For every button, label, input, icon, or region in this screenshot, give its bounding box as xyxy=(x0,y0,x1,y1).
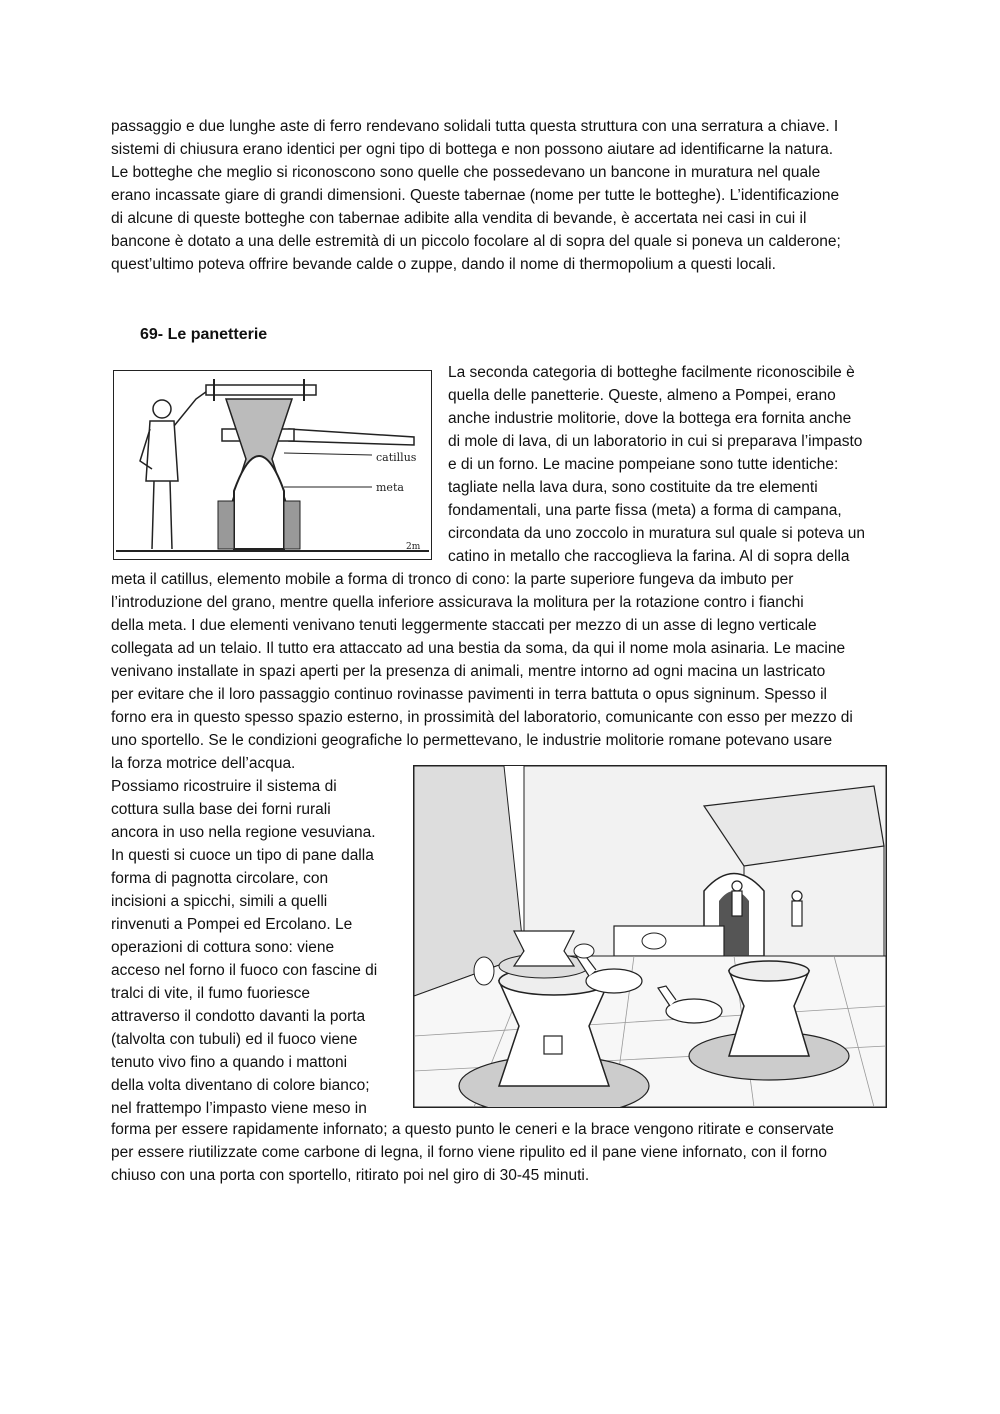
text-line: della volta diventano di colore bianco; xyxy=(111,1077,370,1094)
label-scale: 2m xyxy=(406,542,421,552)
text-line: In questi si cuoce un tipo di pane dalla xyxy=(111,847,374,864)
text-line: di mole di lava, di un laboratorio in cui si preparava l’impasto xyxy=(448,433,863,450)
text-line: tenuto vivo fino a quando i mattoni xyxy=(111,1054,348,1071)
text-line: incisioni a spicchi, simili a quelli xyxy=(111,893,328,910)
text-line: Le botteghe che meglio si riconoscono sono quelle che possedevano un bancone in muratura nel quale xyxy=(111,164,821,181)
text-line: Possiamo ricostruire il sistema di xyxy=(111,778,337,795)
mill-diagram-illustration xyxy=(114,371,431,559)
text-line: e di un forno. Le macine pompeiane sono tutte identiche: xyxy=(448,456,839,473)
text-line: quest’ultimo poteva offrire bevande calde o zuppe, dando il nome di thermopolium a questi locali. xyxy=(111,256,776,273)
text-line: catino in metallo che raccoglieva la farina. Al di sopra della xyxy=(448,548,850,565)
text-line: cottura sulla base dei forni rurali xyxy=(111,801,331,818)
text-line: nel frattempo l’impasto viene meso in xyxy=(111,1100,367,1117)
mill-diagram-figure xyxy=(113,370,432,560)
bakery-scene-figure xyxy=(413,765,887,1108)
text-line: erano incassate giare di grandi dimensioni. Queste tabernae (nome per tutte le botteghe). L’identificazione xyxy=(111,187,840,204)
text-line: per essere riutilizzate come carbone di legna, il forno viene ripulito ed il pane viene infornato, con il forno xyxy=(111,1144,827,1161)
text-line: di alcune di queste botteghe con tabernae adibite alla vendita di bevande, è accertata nei casi in cui il xyxy=(111,210,807,227)
text-line: meta il catillus, elemento mobile a forma di tronco di cono: la parte superiore fungeva da imbuto per xyxy=(111,571,794,588)
label-meta: meta xyxy=(376,481,404,494)
text-line: circondata da uno zoccolo in muratura sul quale si poteva un xyxy=(448,525,866,542)
text-line: venivano installate in spazi aperti per la presenza di animali, mentre intorno ad ogni macina un lastricato xyxy=(111,663,826,680)
section-heading: 69- Le panetterie xyxy=(140,326,268,343)
text-line: operazioni di cottura sono: viene xyxy=(111,939,335,956)
text-line: tagliate nella lava dura, sono costituite da tre elementi xyxy=(448,479,818,496)
text-line: quella delle panetterie. Queste, almeno a Pompei, erano xyxy=(448,387,836,404)
text-line: sistemi di chiusura erano identici per ogni tipo di bottega e non possono aiutare ad identificarne la natura. xyxy=(111,141,834,158)
label-catillus: catillus xyxy=(376,451,417,464)
bakery-scene-illustration xyxy=(414,766,886,1107)
text-line: anche industrie molitorie, dove la bottega era fornita anche xyxy=(448,410,852,427)
text-line: l’introduzione del grano, mentre quella inferiore assicurava la molitura per la rotazione contro i fianchi xyxy=(111,594,804,611)
text-line: passaggio e due lunghe aste di ferro rendevano solidali tutta questa struttura con una serratura a chiave. I xyxy=(111,118,839,135)
text-line: per evitare che il loro passaggio continuo rovinasse pavimenti in terra battuta o opus signinum. Spesso il xyxy=(111,686,827,703)
text-line: forma per essere rapidamente infornato; a questo punto le ceneri e la brace vengono ritirate e conservate xyxy=(111,1121,834,1138)
text-line: forma di pagnotta circolare, con xyxy=(111,870,329,887)
text-line: forno era in questo spesso spazio esterno, in prossimità del laboratorio, comunicante con esso per mezzo di xyxy=(111,709,853,726)
text-line: chiuso con una porta con sportello, ritirato poi nel giro di 30-45 minuti. xyxy=(111,1167,590,1184)
text-line: tralci di vite, il fumo fuoriesce xyxy=(111,985,310,1002)
text-line: acceso nel forno il fuoco con fascine di xyxy=(111,962,378,979)
text-line: fondamentali, una parte fissa (meta) a forma di campana, xyxy=(448,502,842,519)
text-line: bancone è dotato a una delle estremità di un piccolo focolare al di sopra del quale si poneva un calderone; xyxy=(111,233,841,250)
text-line: La seconda categoria di botteghe facilmente riconoscibile è xyxy=(448,364,855,381)
text-line: (talvolta con tubuli) ed il fuoco viene xyxy=(111,1031,358,1048)
text-line: attraverso il condotto davanti la porta xyxy=(111,1008,366,1025)
text-line: la forza motrice dell’acqua. xyxy=(111,755,296,772)
text-line: della meta. I due elementi venivano tenuti leggermente staccati per mezzo di un asse di legno verticale xyxy=(111,617,817,634)
text-line: collegata ad un telaio. Il tutto era attaccato ad una bestia da soma, da qui il nome mola asinaria. Le macine xyxy=(111,640,846,657)
text-line: uno sportello. Se le condizioni geografiche lo permettevano, le industrie molitorie romane potevano usare xyxy=(111,732,833,749)
text-line: rinvenuti a Pompei ed Ercolano. Le xyxy=(111,916,353,933)
text-line: ancora in uso nella regione vesuviana. xyxy=(111,824,376,841)
